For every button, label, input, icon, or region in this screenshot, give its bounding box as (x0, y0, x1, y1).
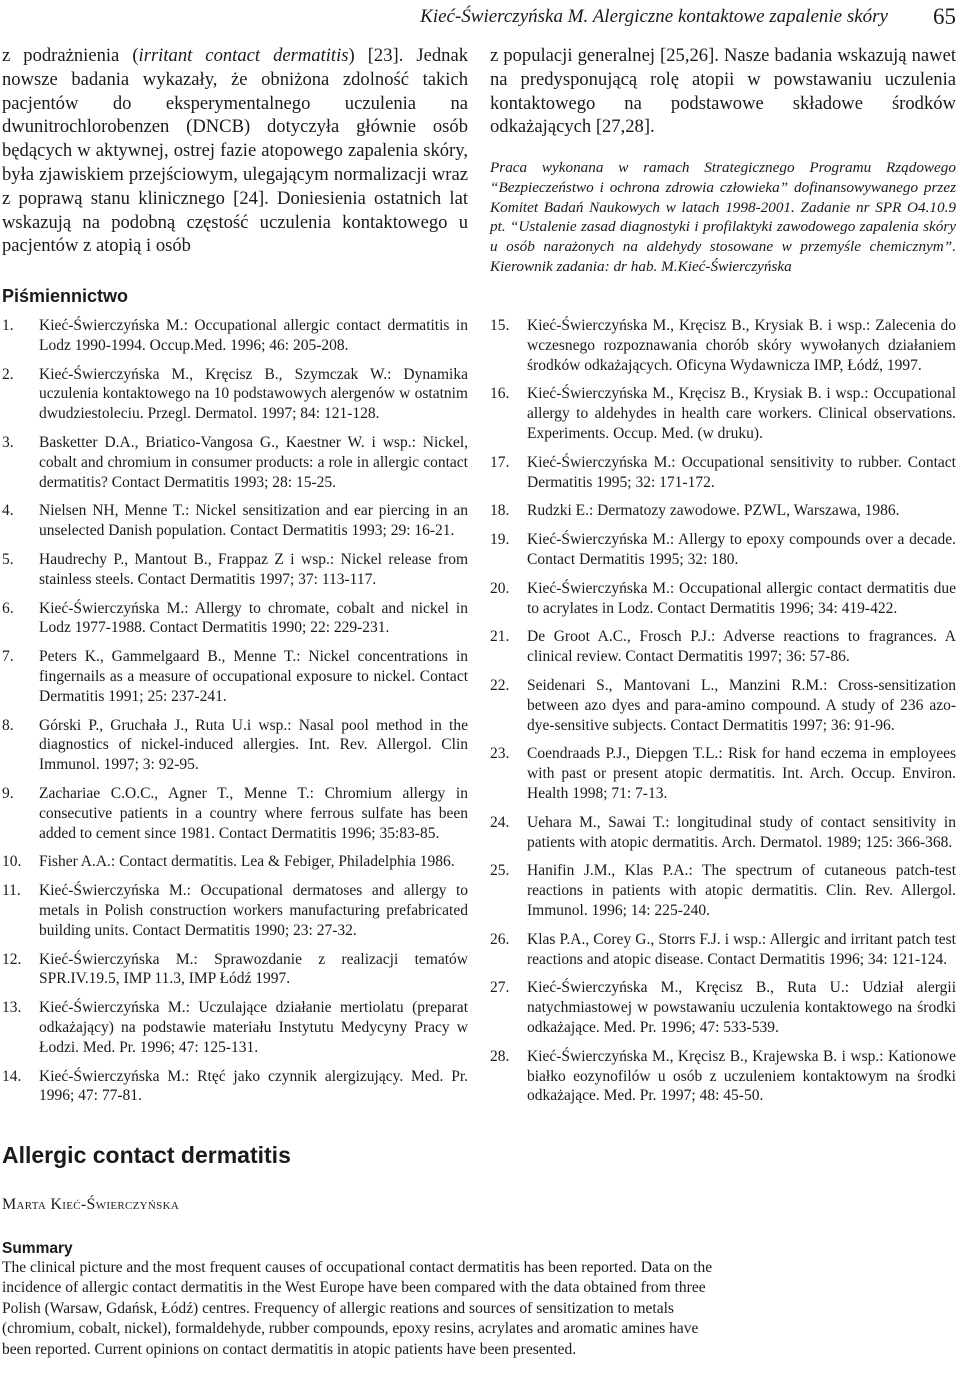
reference-item (2, 784, 468, 843)
reference-number: 25. (490, 862, 510, 880)
reference-text: Uehara M., Sawai T.: longitudinal study of contact sensitivity in patients with atopic dermatitis. Arch. Dermatol. 1989; 125: 366-368. (527, 813, 956, 851)
running-title: Kieć-Świerczyńska M. Alergiczne kontaktowe zapalenie skóry (420, 6, 888, 27)
reference-text: Seidenari S., Mantovani L., Manzini R.M.: Cross-sensitization between azo dyes and para-amino compound. A study of 236 azo-dye-sensitive subjects. Contact Dermatitis 1997; 36: 91-96. (527, 676, 956, 734)
reference-item (2, 365, 468, 424)
reference-text: Kieć-Świerczyńska M.: Occupational sensitivity to rubber. Contact Dermatitis 1995; 32: 171-172. (527, 453, 956, 491)
reference-item (490, 930, 956, 970)
body-paragraph-left: z podrażnienia (irritant contact dermatitis) [23]. Jednak nowsze badania wykazały, że obniżona zdolność takich pacjentów do eksperymentalnego uczulenia na dwunitrochlorobenzen (DNCB) dotyczyła głównie osób będących w aktywnej, ostrej fazie atopowego zapalenia skóry, była zjawiskiem przejściowym, ulegającym normalizacji wraz z poprawą stanu klinicznego [24]. Doniesienia ostatnich lat wskazują na podobną częstość uczulenia kontaktowego u pacjentów z atopią i osób (2, 45, 469, 257)
reference-number: 24. (490, 813, 510, 831)
reference-item (2, 550, 468, 590)
references-left-column (2, 316, 468, 1115)
english-title: Allergic contact dermatitis (2, 1142, 291, 1168)
reference-text: Kieć-Świerczyńska M.: Occupational allergic contact dermatitis in Lodz 1990-1994. Occup.Med. 1996; 46: 205-208. (39, 317, 468, 354)
reference-text: Peters K., Gammelgaard B., Menne T.: Nickel concentrations in fingernails as a measure of occupational exposure to nickel. Contact Dermatitis 1991; 25: 237-241. (39, 648, 468, 705)
references-heading: Piśmiennictwo (2, 286, 129, 306)
body-text-right (490, 44, 956, 139)
reference-number: 1. (2, 317, 14, 334)
reference-text: Nielsen NH, Menne T.: Nickel sensitization and ear piercing in an unselected Danish population. Contact Dermatitis 1993; 29: 16-21. (39, 502, 468, 540)
reference-item (2, 716, 468, 775)
reference-item (490, 627, 956, 667)
reference-item (2, 881, 468, 940)
reference-number: 15. (490, 317, 510, 334)
reference-item (490, 676, 956, 735)
reference-item (2, 950, 468, 990)
reference-item (490, 744, 956, 803)
reference-number: 3. (2, 433, 14, 451)
reference-number: 8. (2, 716, 14, 734)
reference-item (2, 852, 468, 872)
reference-item (2, 316, 468, 356)
reference-number: 28. (490, 1047, 510, 1065)
reference-text: Rudzki E.: Dermatozy zawodowe. PZWL, Warszawa, 1986. (527, 502, 900, 520)
reference-text: Kieć-Świerczyńska M., Kręcisz B., Krajewska B. i wsp.: Kationowe białko eozynofilów u osób z uczuleniem kontaktowym na środki odkażające. Med. Pr. 1997; 48: 45-50. (527, 1047, 956, 1105)
reference-item (490, 316, 956, 375)
summary-text: The clinical picture and the most frequent causes of occupational contact dermatitis has been reported. Data on the incidence of allergic contact dermatitis in the West Europe have been compared with the data obtained from three Polish (Warsaw, Gdańsk, Łódź) centres. Frequency of allergic reations and sources of sensitization to metals (chromium, cobalt, nickel), formaldehyde, rubber compounds, epoxy resins, acrylates and aromatic amines have been reported. Current opinions on contact dermatitis in atopic patients have been presented. (2, 1259, 713, 1358)
reference-text: Kieć-Świerczyńska M., Kręcisz B., Ruta U.: Udział alergii natychmiastowej w powstawaniu uczulenia kontaktowego na środki odkażające. Med. Pr. 1996; 47: 533-539. (527, 979, 956, 1036)
reference-text: Kieć-Świerczyńska M.: Allergy to epoxy compounds over a decade. Contact Dermatitis 1995; 32: 180. (527, 531, 956, 568)
reference-item (490, 453, 956, 493)
body-text-left (2, 44, 468, 258)
reference-number: 22. (490, 676, 510, 694)
reference-number: 11. (2, 882, 21, 900)
reference-text: Kieć-Świerczyńska M.: Uczulające działanie mertiolatu (preparat odkażający) na podstawie materiału Instytutu Medycyny Pracy w Łodzi. Med. Pr. 1996; 47: 125-131. (39, 999, 468, 1056)
reference-item (490, 978, 956, 1037)
reference-text: Kieć-Świerczyńska M.: Rtęć jako czynnik alergizujący. Med. Pr. 1996; 47: 77-81. (39, 1067, 468, 1105)
funding-note (490, 158, 956, 277)
reference-text: Kieć-Świerczyńska M.: Occupational dermatoses and allergy to metals in Polish construction workers manufacturing prefabricated building units. Contact Dermatitis 1990; 23: 27-32. (39, 882, 468, 939)
reference-number: 5. (2, 550, 14, 568)
reference-text: Coendraads P.J., Diepgen T.L.: Risk for hand eczema in employees with past or present atopic dermatitis. Int. Arch. Occup. Environ. Health 1998; 71: 7-13. (527, 745, 956, 802)
reference-number: 2. (2, 365, 14, 383)
reference-number: 12. (2, 950, 22, 968)
page-number: 65 (933, 4, 956, 29)
reference-number: 6. (2, 599, 14, 617)
reference-item (490, 1047, 956, 1106)
reference-item (490, 813, 956, 853)
reference-number: 26. (490, 930, 510, 948)
summary-heading: Summary (2, 1240, 73, 1257)
reference-text: Kieć-Świerczyńska M., Kręcisz B., Krysiak B. i wsp.: Occupational allergy to aldehydes in health care workers. Clinical observations. Experiments. Occup. Med. (w druku). (527, 385, 956, 442)
reference-text: Zachariae C.O.C., Agner T., Menne T.: Chromium allergy in consecutive patients in a country where ferrous sulfate has been added to cement since 1981. Contact Dermatitis 1996; 35:83-85. (39, 784, 468, 842)
reference-item (490, 530, 956, 570)
page-header (0, 4, 960, 30)
reference-text: Fisher A.A.: Contact dermatitis. Lea & Febiger, Philadelphia 1986. (39, 853, 455, 871)
reference-item (490, 501, 956, 521)
reference-text: Kieć-Świerczyńska M.: Occupational allergic contact dermatitis due to acrylates in Lodz. Contact Dermatitis 1996; 34: 419-422. (527, 579, 956, 617)
reference-number: 14. (2, 1067, 22, 1085)
reference-text: Haudrechy P., Mantout B., Frappaz Z i wsp.: Nickel release from stainless steels. Contact Dermatitis 1997; 37: 113-117. (39, 550, 468, 588)
reference-text: Kieć-Świerczyńska M.: Allergy to chromate, cobalt and nickel in Lodz 1977-1988. Contact Dermatitis 1990; 22: 229-231. (39, 599, 468, 637)
reference-text: De Groot A.C., Frosch P.J.: Adverse reactions to fragrances. A clinical review. Contact Dermatitis 1997; 36: 57-86. (527, 628, 956, 666)
references-right-column (490, 316, 956, 1115)
reference-number: 19. (490, 531, 510, 549)
reference-number: 18. (490, 502, 510, 520)
reference-number: 13. (2, 999, 22, 1017)
reference-item (490, 861, 956, 920)
reference-item (490, 384, 956, 443)
reference-number: 20. (490, 579, 510, 597)
reference-text: Kieć-Świerczyńska M., Kręcisz B., Szymczak W.: Dynamika uczulenia kontaktowego na 10 podstawowych alergenów w ostatnim dwudziestoleciu. Przegl. Dermatol. 1997; 84: 121-128. (39, 365, 468, 423)
reference-number: 16. (490, 385, 510, 403)
reference-item (2, 647, 468, 706)
reference-item (2, 1067, 468, 1107)
funding-text: Praca wykonana w ramach Strategicznego Programu Rządowego “Bezpieczeństwo i ochrona zdrowia człowieka” dofinansowywanego przez Komitet Badań Naukowych w latach 1998-2001. Zadanie nr SPR O4.10.9 pt. “Ustalenie zasad diagnostyki i profilaktyki zawodowego zapalenia skóry u osób narażonych na aldehydy stosowane w przemyśle chemicznym”. Kierownik zadania: dr hab. M.Kieć-Świerczyńska (490, 159, 956, 275)
reference-number: 9. (2, 784, 14, 802)
reference-number: 21. (490, 628, 510, 646)
reference-number: 7. (2, 648, 14, 666)
reference-number: 27. (490, 979, 510, 997)
reference-text: Basketter D.A., Briatico-Vangosa G., Kaestner W. i wsp.: Nickel, cobalt and chromium in consumer products: a role in allergic contact dermatitis? Contact Dermatitis 1993; 28: 15-25. (39, 433, 468, 491)
reference-item (2, 501, 468, 541)
reference-item (2, 998, 468, 1057)
reference-number: 23. (490, 745, 510, 763)
reference-number: 10. (2, 853, 22, 871)
reference-text: Kieć-Świerczyńska M.: Sprawozdanie z realizacji tematów SPR.IV.19.5, IMP 11.3, IMP Łódź 1997. (39, 950, 468, 988)
reference-number: 4. (2, 502, 14, 520)
reference-item (2, 433, 468, 492)
reference-text: Górski P., Gruchała J., Ruta U.i wsp.: Nasal pool method in the diagnostics of nickel-induced allergies. Int. Rev. Allergol. Clin Immunol. 1997; 3: 92-95. (39, 716, 468, 774)
reference-item (490, 579, 956, 619)
reference-text: Klas P.A., Corey G., Storrs F.J. i wsp.: Allergic and irritant patch test reactions and atopic disease. Contact Dermatitis 1996; 34: 121-124. (527, 930, 956, 968)
body-paragraph-right: z populacji generalnej [25,26]. Nasze badania wskazują nawet na predysponującą rolę atopii w powstawaniu uczulenia kontaktowego na podstawowe składowe środków odkażających [27,28]. (490, 45, 956, 138)
reference-item (2, 599, 468, 639)
reference-text: Hanifin J.M., Klas P.A.: The spectrum of cutaneous patch-test reactions in patients with atopic dermatitis. Clin. Rev. Allergol. Immunol. 1996; 14: 225-240. (527, 862, 956, 919)
reference-number: 17. (490, 453, 510, 471)
reference-text: Kieć-Świerczyńska M., Kręcisz B., Krysiak B. i wsp.: Zalecenia do wczesnego rozpoznawania chorób skóry wywołanych działaniem środków odkażających. Oficyna Wydawnicza IMP, Łódź, 1997. (527, 317, 956, 374)
english-author: Marta Kieć-Świerczyńska (2, 1196, 180, 1213)
